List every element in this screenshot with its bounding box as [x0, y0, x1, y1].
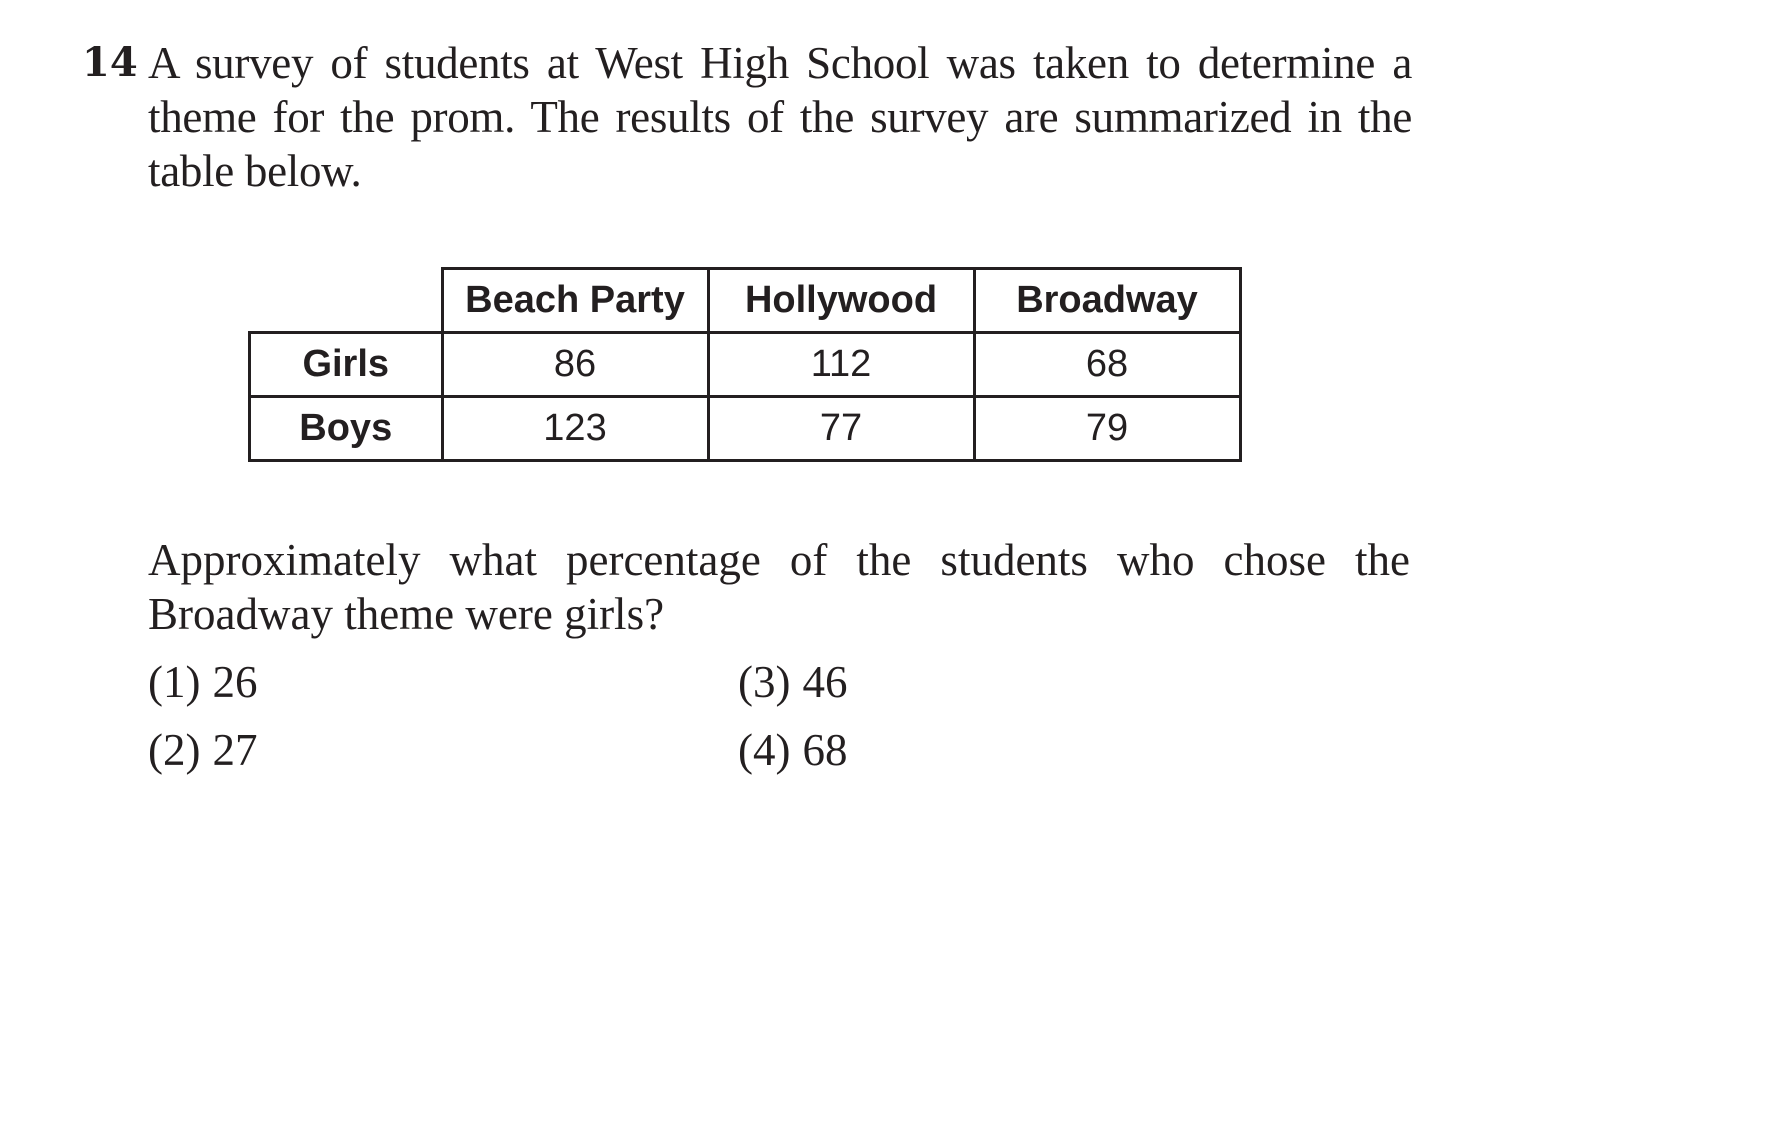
cell-girls-broadway: 68	[974, 333, 1240, 397]
table-row-girls	[250, 333, 1241, 397]
table-header-row	[250, 269, 1241, 333]
choice-number: (3)	[738, 657, 791, 707]
question-prompt	[148, 533, 1410, 641]
row-header-boys: Boys	[250, 397, 443, 461]
answer-choice-1[interactable]	[148, 655, 257, 709]
choice-value: 27	[212, 725, 258, 775]
question-stem: A survey of students at West High School was taken to determine a theme for the prom. The results of the survey are summarized in the table below.	[148, 38, 1412, 196]
choice-number: (2)	[148, 725, 201, 775]
question-block	[82, 36, 1412, 198]
column-header-beach-party: Beach Party	[442, 269, 708, 333]
table-corner-cell	[250, 269, 443, 333]
choice-number: (1)	[148, 657, 201, 707]
cell-girls-hollywood: 112	[708, 333, 974, 397]
table-row-boys	[250, 397, 1241, 461]
prompt-line-1: Approximately what percentage of the students who chose the	[148, 535, 1410, 585]
question-number: 14	[82, 39, 138, 86]
answer-choice-3[interactable]	[738, 655, 847, 709]
choice-value: 26	[212, 657, 258, 707]
answer-choice-4[interactable]	[738, 723, 847, 777]
answer-choice-2[interactable]	[148, 723, 257, 777]
column-header-hollywood: Hollywood	[708, 269, 974, 333]
choice-value: 68	[802, 725, 848, 775]
cell-boys-beach-party: 123	[442, 397, 708, 461]
cell-boys-hollywood: 77	[708, 397, 974, 461]
prompt-line-2: Broadway theme were girls?	[148, 589, 665, 639]
column-header-broadway: Broadway	[974, 269, 1240, 333]
choice-value: 46	[802, 657, 848, 707]
cell-boys-broadway: 79	[974, 397, 1240, 461]
choice-number: (4)	[738, 725, 791, 775]
survey-results-table	[248, 267, 1242, 462]
row-header-girls: Girls	[250, 333, 443, 397]
cell-girls-beach-party: 86	[442, 333, 708, 397]
